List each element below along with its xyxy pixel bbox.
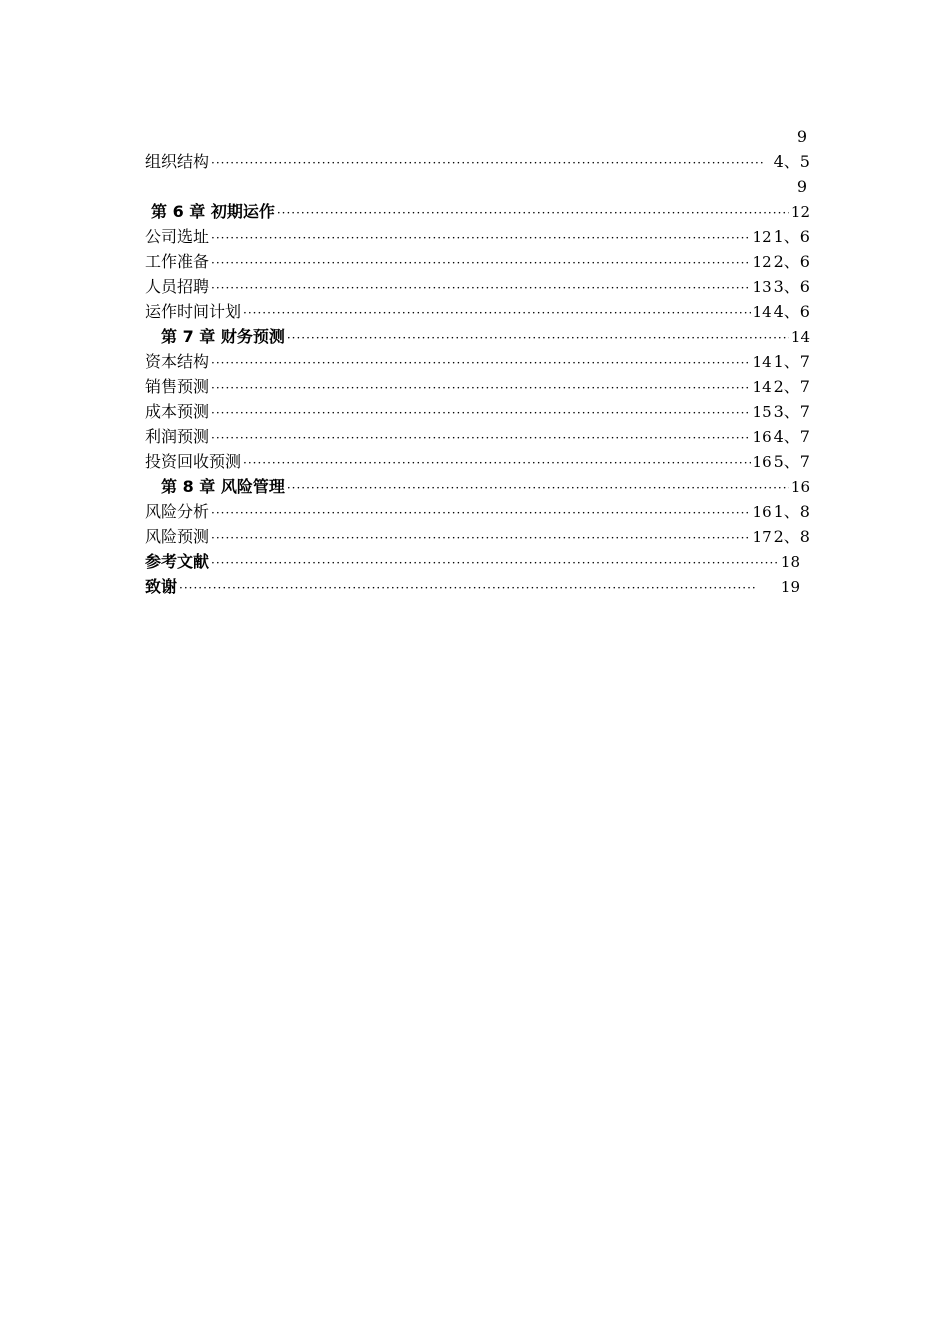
wrapped-page-number: 9 bbox=[796, 127, 807, 146]
toc-entry-title: 资本结构 bbox=[145, 352, 210, 371]
toc-entry-title: 工作准备 bbox=[145, 252, 210, 271]
toc-entry-suffix: 4、5 bbox=[773, 152, 810, 171]
toc-entry[interactable] bbox=[145, 249, 810, 274]
toc-entry-suffix: 3、7 bbox=[773, 402, 810, 421]
page-number: 16 bbox=[752, 428, 772, 446]
toc-entry[interactable] bbox=[145, 499, 810, 524]
toc-entry-suffix: 4、6 bbox=[773, 302, 810, 321]
dot-leader bbox=[211, 351, 751, 376]
toc-entry-suffix: 2、8 bbox=[773, 527, 810, 546]
toc-entry-suffix: 3、6 bbox=[773, 277, 810, 296]
acknowledgements-title: 致谢 bbox=[145, 577, 178, 596]
toc-chapter-6[interactable] bbox=[145, 199, 810, 224]
dot-leader bbox=[211, 426, 751, 451]
toc-entry-title: 组织结构 bbox=[145, 152, 210, 171]
toc-entry[interactable] bbox=[145, 449, 810, 474]
toc-entry[interactable] bbox=[145, 224, 810, 249]
toc-entry[interactable] bbox=[145, 374, 810, 399]
page-number: 16 bbox=[752, 453, 772, 471]
toc-entry-title: 成本预测 bbox=[145, 402, 210, 421]
toc-entry-suffix: 2、7 bbox=[773, 377, 810, 396]
page-number: 16 bbox=[790, 478, 810, 496]
toc-acknowledgements[interactable] bbox=[145, 574, 800, 599]
page-number: 14 bbox=[752, 303, 772, 321]
page-number: 17 bbox=[752, 528, 772, 546]
toc-entry[interactable] bbox=[145, 274, 810, 299]
dot-leader bbox=[211, 251, 751, 276]
page-number: 14 bbox=[752, 378, 772, 396]
references-title: 参考文献 bbox=[145, 552, 210, 571]
toc-entry-title: 风险预测 bbox=[145, 527, 210, 546]
page-number: 14 bbox=[790, 328, 810, 346]
dot-leader bbox=[179, 576, 779, 601]
dot-leader bbox=[211, 276, 751, 301]
page-number: 12 bbox=[752, 228, 772, 246]
toc-entry-suffix: 4、7 bbox=[773, 427, 810, 446]
dot-leader bbox=[211, 226, 751, 251]
toc-entry-suffix: 1、6 bbox=[773, 227, 810, 246]
page-number: 13 bbox=[752, 278, 772, 296]
chapter-title: 第 7 章 财务预测 bbox=[161, 327, 285, 346]
chapter-title: 第 6 章 初期运作 bbox=[151, 202, 275, 221]
page-number: 18 bbox=[780, 553, 800, 571]
table-of-contents bbox=[145, 124, 810, 599]
dot-leader bbox=[211, 551, 779, 576]
chapter-title: 第 8 章 风险管理 bbox=[161, 477, 285, 496]
toc-references[interactable] bbox=[145, 549, 800, 574]
dot-leader bbox=[211, 401, 751, 426]
page-number: 19 bbox=[780, 578, 800, 596]
toc-entry-org-structure[interactable] bbox=[145, 149, 810, 174]
dot-leader bbox=[277, 201, 789, 226]
page-number: 12 bbox=[790, 203, 810, 221]
page-number: 16 bbox=[752, 503, 772, 521]
toc-entry-title: 风险分析 bbox=[145, 502, 210, 521]
toc-entry-suffix: 1、8 bbox=[773, 502, 810, 521]
dot-leader bbox=[243, 301, 751, 326]
toc-entry-suffix: 2、6 bbox=[773, 252, 810, 271]
toc-entry[interactable] bbox=[145, 399, 810, 424]
dot-leader bbox=[211, 526, 751, 551]
dot-leader bbox=[243, 451, 751, 476]
toc-entry-title: 运作时间计划 bbox=[145, 302, 242, 321]
toc-entry-title: 人员招聘 bbox=[145, 277, 210, 296]
toc-entry-title: 利润预测 bbox=[145, 427, 210, 446]
dot-leader bbox=[211, 151, 764, 176]
dot-leader bbox=[211, 376, 751, 401]
toc-entry-title: 投资回收预测 bbox=[145, 452, 242, 471]
page-number: 12 bbox=[752, 253, 772, 271]
dot-leader bbox=[287, 476, 789, 501]
wrapped-page-number: 9 bbox=[796, 177, 807, 196]
toc-entry[interactable] bbox=[145, 349, 810, 374]
dot-leader bbox=[211, 501, 751, 526]
toc-entry-title: 公司选址 bbox=[145, 227, 210, 246]
toc-entry-suffix: 1、7 bbox=[773, 352, 810, 371]
toc-entry[interactable] bbox=[145, 424, 810, 449]
toc-chapter-7[interactable] bbox=[145, 324, 810, 349]
page-number: 15 bbox=[752, 403, 772, 421]
toc-entry-suffix: 5、7 bbox=[773, 452, 810, 471]
dot-leader bbox=[287, 326, 789, 351]
toc-entry[interactable] bbox=[145, 524, 810, 549]
toc-entry[interactable] bbox=[145, 299, 810, 324]
page-number: 14 bbox=[752, 353, 772, 371]
toc-chapter-8[interactable] bbox=[145, 474, 810, 499]
toc-entry-title: 销售预测 bbox=[145, 377, 210, 396]
